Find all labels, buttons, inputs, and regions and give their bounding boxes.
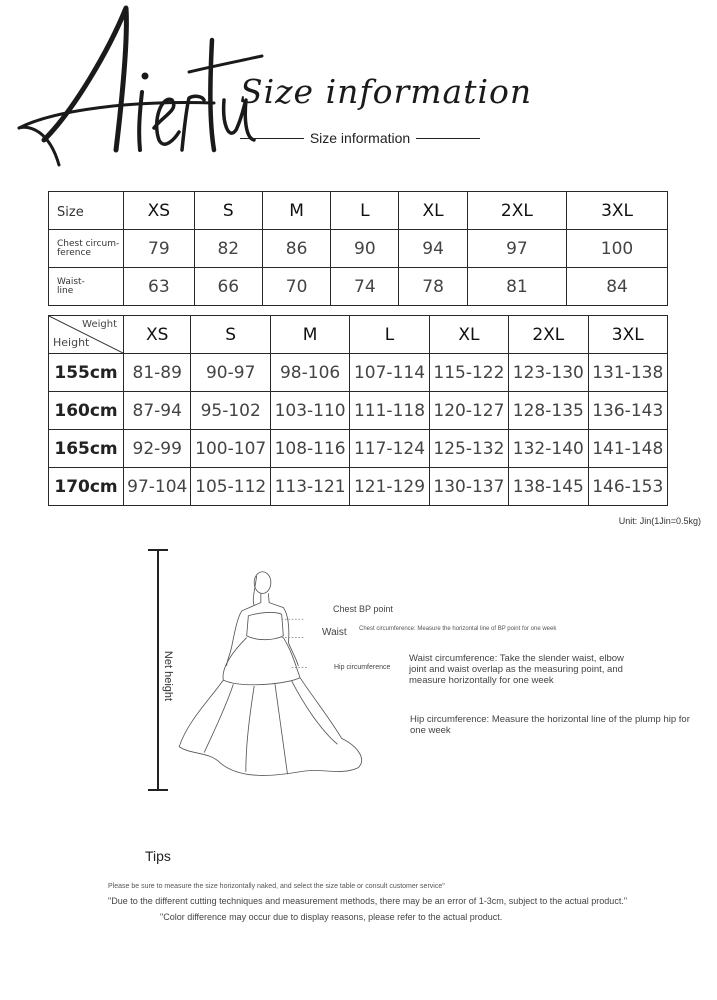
chest-description: Chest circumference: Measure the horizontal line of BP point for one week xyxy=(359,626,557,632)
dress-figure xyxy=(175,548,375,808)
table-cell: 146-153 xyxy=(588,468,667,506)
row-label-line: ference xyxy=(57,247,91,258)
table-cell: 78 xyxy=(399,268,467,306)
table-row xyxy=(49,230,668,268)
table-cell: 87-94 xyxy=(124,392,191,430)
subtitle-text: Size information xyxy=(309,130,411,146)
size-header: M xyxy=(270,316,349,354)
table-cell: 138-145 xyxy=(509,468,588,506)
size-header: S xyxy=(191,316,270,354)
size-header: XL xyxy=(429,316,508,354)
table-cell: 130-137 xyxy=(429,468,508,506)
table-cell: 100 xyxy=(567,230,668,268)
table-cell: 107-114 xyxy=(350,354,429,392)
subtitle xyxy=(240,129,480,147)
table-cell: 74 xyxy=(331,268,399,306)
tips-note: Please be sure to measure the size horizontally naked, and select the size table or consult customer service" xyxy=(108,883,445,890)
height-cell: 170cm xyxy=(49,468,124,506)
height-cell: 155cm xyxy=(49,354,124,392)
table-cell: 103-110 xyxy=(270,392,349,430)
table-header-row xyxy=(49,192,668,230)
table-row xyxy=(49,354,668,392)
weight-height-table xyxy=(48,315,668,506)
table-cell: 97 xyxy=(467,230,566,268)
size-header: XL xyxy=(399,192,467,230)
hip-description: Hip circumference: Measure the horizontal line of the plump hip for one week xyxy=(410,714,690,736)
row-label-chest xyxy=(49,230,124,268)
table-cell: 84 xyxy=(567,268,668,306)
unit-note: Unit: Jin(1Jin=0.5kg) xyxy=(618,516,701,526)
size-header: 3XL xyxy=(567,192,668,230)
table-cell: 92-99 xyxy=(124,430,191,468)
table-cell: 63 xyxy=(124,268,195,306)
size-header: 2XL xyxy=(467,192,566,230)
table-cell: 90 xyxy=(331,230,399,268)
hip-label: Hip circumference xyxy=(334,664,391,671)
table-cell: 82 xyxy=(194,230,262,268)
size-header: XS xyxy=(124,192,195,230)
table-cell: 90-97 xyxy=(191,354,270,392)
height-cell: 165cm xyxy=(49,430,124,468)
table-row xyxy=(49,268,668,306)
row-label-line: Waist- xyxy=(57,276,85,287)
size-header: L xyxy=(350,316,429,354)
table-cell: 111-118 xyxy=(350,392,429,430)
table-row xyxy=(49,392,668,430)
waist-label: Waist xyxy=(322,627,347,638)
table-cell: 141-148 xyxy=(588,430,667,468)
table-cell: 108-116 xyxy=(270,430,349,468)
table-cell: 128-135 xyxy=(509,392,588,430)
table-cell: 100-107 xyxy=(191,430,270,468)
table-cell: 81 xyxy=(467,268,566,306)
size-header: M xyxy=(262,192,330,230)
table-cell: 81-89 xyxy=(124,354,191,392)
size-header: 3XL xyxy=(588,316,667,354)
table-cell: 98-106 xyxy=(270,354,349,392)
row-label-line: line xyxy=(57,285,74,296)
table-row xyxy=(49,430,668,468)
table-cell: 66 xyxy=(194,268,262,306)
table-cell: 113-121 xyxy=(270,468,349,506)
table-cell: 86 xyxy=(262,230,330,268)
table-cell: 70 xyxy=(262,268,330,306)
table-cell: 136-143 xyxy=(588,392,667,430)
corner-height-label: Height xyxy=(53,336,90,349)
table-cell: 132-140 xyxy=(509,430,588,468)
size-header: 2XL xyxy=(509,316,588,354)
size-header-cell xyxy=(49,192,124,230)
tips-heading: Tips xyxy=(145,848,171,864)
table-cell: 125-132 xyxy=(429,430,508,468)
net-height-label: Net height xyxy=(162,650,174,702)
corner-diagonal xyxy=(49,316,123,353)
table-cell: 131-138 xyxy=(588,354,667,392)
table-cell: 123-130 xyxy=(509,354,588,392)
size-header: XS xyxy=(124,316,191,354)
brand-logo xyxy=(14,0,264,175)
tips-line-2: "Color difference may occur due to display reasons, please refer to the actual product. xyxy=(160,912,503,922)
table-cell: 105-112 xyxy=(191,468,270,506)
subtitle-line-left xyxy=(240,138,304,139)
table-cell: 79 xyxy=(124,230,195,268)
height-cell: 160cm xyxy=(49,392,124,430)
table-cell: 120-127 xyxy=(429,392,508,430)
chest-bp-label: Chest BP point xyxy=(333,604,393,614)
table-cell: 115-122 xyxy=(429,354,508,392)
waist-description: Waist circumference: Take the slender waist, elbow joint and waist overlap as the measuring point, and measure horizontally for one week xyxy=(409,653,624,686)
table-cell: 97-104 xyxy=(124,468,191,506)
table-cell: 117-124 xyxy=(350,430,429,468)
table-cell: 121-129 xyxy=(350,468,429,506)
corner-weight-label: Weight xyxy=(82,319,117,330)
table-cell: 95-102 xyxy=(191,392,270,430)
size-header: L xyxy=(331,192,399,230)
subtitle-line-right xyxy=(416,138,480,139)
row-label-waist xyxy=(49,268,124,306)
tips-line-1: "Due to the different cutting techniques and measurement methods, there may be an error of 1-3cm, subject to the actual product." xyxy=(108,896,628,906)
page-title: Size information xyxy=(240,72,533,111)
size-header: S xyxy=(194,192,262,230)
table-header-row xyxy=(49,316,668,354)
size-label: Size xyxy=(57,204,84,220)
corner-cell xyxy=(49,316,124,354)
row-label-line: Chest circum- xyxy=(57,238,120,249)
table-cell: 94 xyxy=(399,230,467,268)
table-row xyxy=(49,468,668,506)
size-measurement-table xyxy=(48,191,668,306)
